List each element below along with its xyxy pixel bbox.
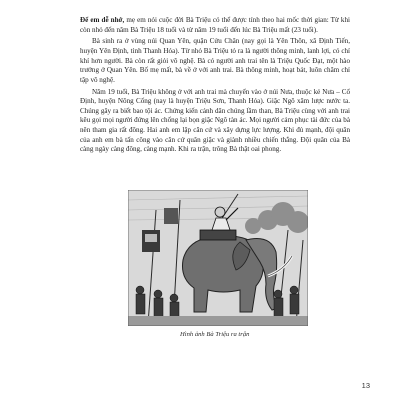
paragraph-uprising: Năm 19 tuổi, Bà Triệu không ở với anh trai mà chuyển vào ở núi Nưa, thuộc kẻ Nưa – Cổ Định, huyện Nông Cống (nay là huyện Triệu Sơn, Thanh Hóa). Giặc Ngô xâm lược nước ta. Chúng gây ra biết bao tội ác. Chứng kiến cảnh dân chúng lầm than, Bà Triệu cùng với anh trai kêu gọi mọi người đứng lên chống lại bọn giặc Ngô tàn ác. Mọi người cảm phục tài đức của bà nên tham gia rất đông. Hai anh em lập căn cứ và xây dựng lực lượng. Khi đủ mạnh, đội quân của anh em bà tấn công vào căn cứ quân giặc và giành nhiều chiến thắng. Đội quân của Bà càng ngày càng đông, càng mạnh. Khi ra trận, trông Bà thật oai phong. <box>80 87 350 154</box>
illustration-caption: Hình ảnh Bà Triệu ra trận <box>180 331 250 338</box>
paragraph-lead: Để em dễ nhớ, <box>80 16 125 24</box>
battle-illustration <box>128 190 308 326</box>
paragraph-childhood: Bà sinh ra ở vùng núi Quan Yên, quận Cửu Chân (nay gọi là Yên Thôn, xã Định Tiến, huyện Yên Định, tỉnh Thanh Hóa). Từ nhỏ Bà Triệu tỏ ra là người thông minh, lanh lợi, có chí khí hơn người. Bà còn rất giỏi võ nghệ. Bà có người anh trai tên là Triệu Quốc Đạt, một hào trưởng ở Quan Yên. Bố mẹ mất, bà về ở với anh trai. Bà thông minh, hoạt bát, luôn chăm chỉ tập võ nghệ. <box>80 37 350 84</box>
body-text <box>80 16 350 157</box>
paragraph-intro <box>80 16 350 35</box>
paragraph-intro-text: mẹ em nói cuộc đời Bà Triệu có thể được tính theo hai mốc thời gian: Từ khi còn nhỏ đến năm Bà Triệu 18 tuổi và từ năm 19 tuổi đến lúc Bà Triệu mất (23 tuổi). <box>80 16 350 34</box>
page-number: 13 <box>361 381 370 390</box>
